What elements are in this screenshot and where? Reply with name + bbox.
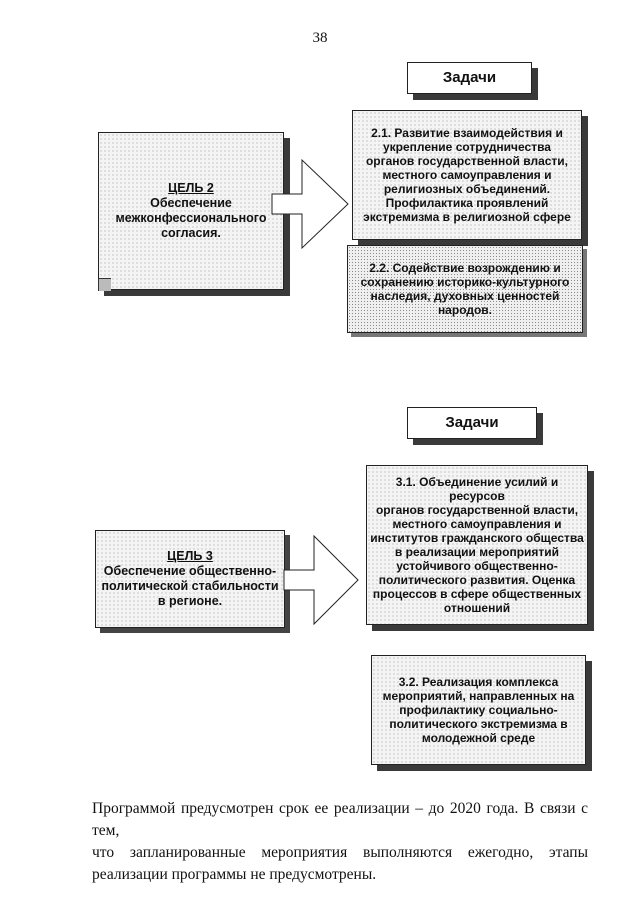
task-line: местного самоуправления и [382, 168, 552, 182]
task-2-1-box [352, 110, 582, 240]
goal-line: политической стабильности [101, 579, 279, 593]
goal-line: Обеспечение общественно- [103, 564, 277, 578]
goal-2-box [98, 132, 284, 290]
task-line: 3.1. Объединение усилий и ресурсов [395, 475, 559, 503]
task-2-2-box [347, 245, 583, 333]
goal-line: межконфессионального [115, 211, 267, 225]
task-line: институтов гражданского общества [370, 531, 584, 545]
page-curl-decoration [98, 278, 111, 291]
arrow-right-icon [270, 156, 352, 252]
task-line: 2.1. Развитие взаимодействия и [371, 126, 563, 140]
task-line: профилактику социально- [399, 703, 558, 717]
task-line: 3.2. Реализация комплекса [398, 675, 559, 689]
tasks-heading-1 [407, 62, 532, 94]
task-3-1-box [366, 465, 588, 625]
page-number: 38 [312, 30, 328, 46]
task-line: устойчивого общественно- [396, 559, 558, 573]
goal-3-box [95, 530, 285, 628]
goal-line: Обеспечение [150, 196, 232, 210]
goal-heading: ЦЕЛЬ 3 [167, 549, 213, 563]
goal-line: согласия. [161, 226, 221, 240]
task-line: экстремизма в религиозной сфере [363, 210, 571, 224]
task-line: политического экстремизма в [389, 717, 568, 731]
paragraph-line: что запланированные мероприятия выполняются ежегодно, этапы [92, 844, 588, 861]
paragraph-line: реализации программы не предусмотрены. [92, 866, 377, 883]
task-line: отношений [443, 601, 511, 615]
tasks-label: Задачи [445, 414, 499, 431]
tasks-label: Задачи [442, 69, 497, 86]
task-line: наследия, духовных ценностей [370, 289, 560, 303]
task-line: процессов в сфере общественных [372, 587, 582, 601]
task-3-2-box [371, 655, 586, 765]
task-line: Профилактика проявлений [385, 196, 549, 210]
task-line: органов государственной власти, [375, 503, 579, 517]
task-line: религиозных объединений. [383, 182, 551, 196]
task-line: укрепление сотрудничества [382, 140, 551, 154]
goal-line: в регионе. [157, 594, 223, 608]
tasks-heading-2 [407, 407, 537, 439]
task-line: мероприятий, направленных на [382, 689, 575, 703]
task-line: 2.2. Содействие возрождению и [369, 261, 561, 275]
closing-paragraph [92, 798, 588, 886]
task-line: политического развития. Оценка [378, 573, 576, 587]
task-line: органов государственной власти, [365, 154, 569, 168]
task-line: народов. [437, 303, 493, 317]
paragraph-line: Программой предусмотрен срок ее реализации – до 2020 года. В связи с тем, [92, 800, 588, 839]
task-line: местного самоуправления и [392, 517, 562, 531]
task-line: сохранению историко-культурного [360, 275, 570, 289]
task-line: молодежной среде [421, 731, 536, 745]
arrow-right-icon [282, 532, 362, 628]
task-line: в реализации мероприятий [394, 545, 560, 559]
goal-heading: ЦЕЛЬ 2 [168, 181, 214, 195]
